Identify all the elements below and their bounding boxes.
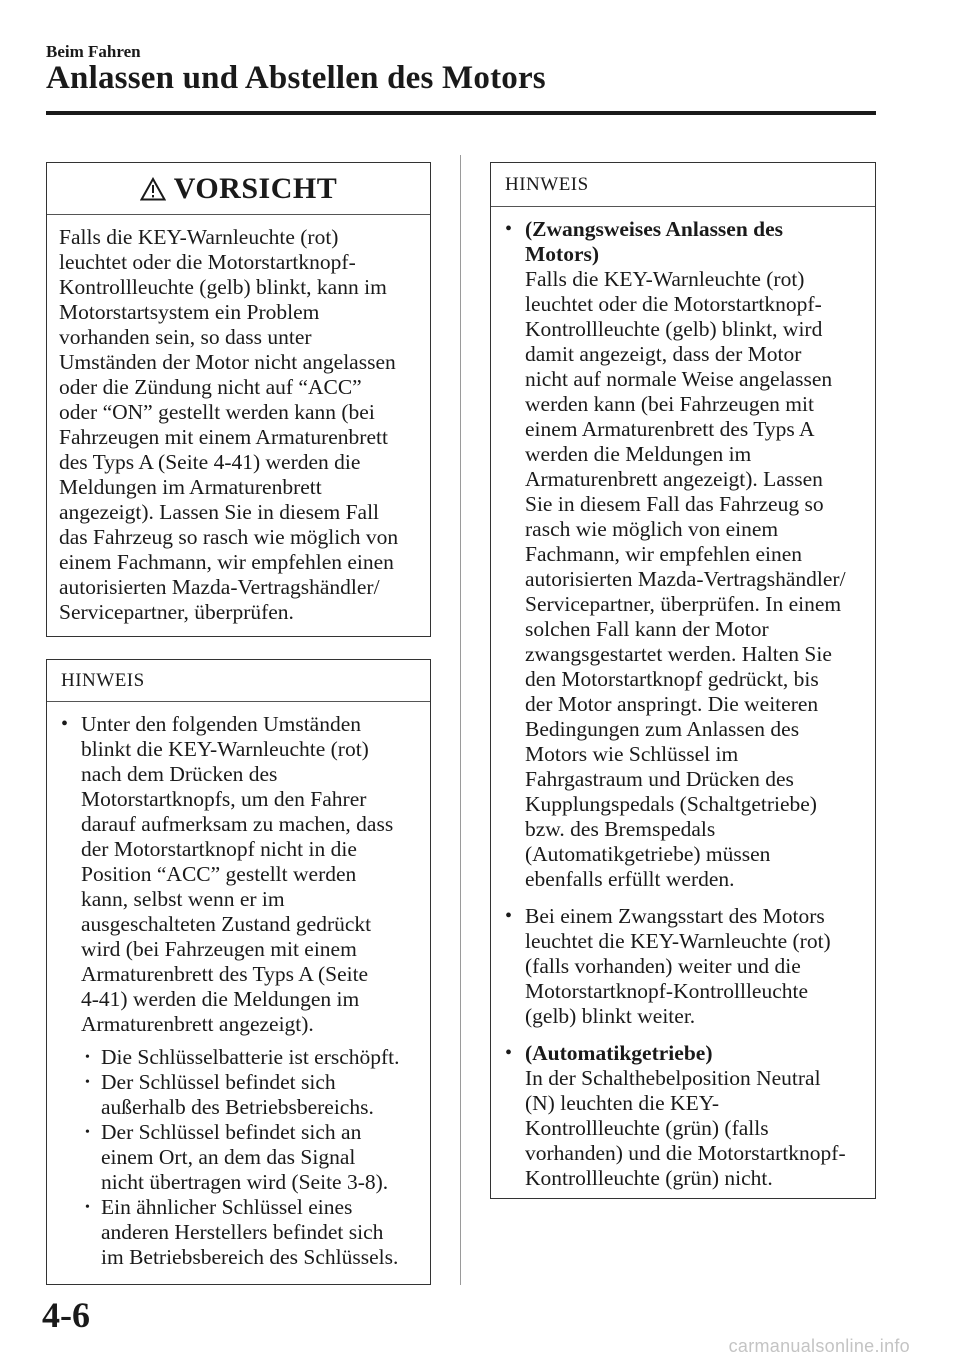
text-line: des Typs A (Seite 4-41) werden die xyxy=(59,450,361,474)
caution-heading: VORSICHT xyxy=(173,171,338,205)
text-line: ausgeschalteten Zustand gedrückt xyxy=(81,912,372,936)
text-line: (Automatikgetriebe) müssen xyxy=(525,842,771,866)
text-line: Position “ACC” gestellt werden xyxy=(81,862,357,886)
text-line: anderen Herstellers befindet sich xyxy=(101,1220,384,1244)
note-header-left xyxy=(47,660,430,702)
text-line: blinkt die KEY-Warnleuchte (rot) xyxy=(81,737,369,761)
section-label: Beim Fahren xyxy=(46,42,141,61)
text-line: Falls die KEY-Warnleuchte (rot) xyxy=(525,267,805,291)
text-line: das Fahrzeug so rasch wie möglich von xyxy=(59,525,399,549)
text-line: leuchtet oder die Motorstartknopf- xyxy=(525,292,822,316)
text-line: Fahrgastraum und Drücken des xyxy=(525,767,794,791)
text-line: oder die Zündung nicht auf “ACC” xyxy=(59,375,362,399)
text-line: • Ein ähnlicher Schlüssel eines xyxy=(101,1195,353,1219)
text-line: Motors wie Schlüssel im xyxy=(525,742,739,766)
sub-list-item xyxy=(83,1070,416,1120)
text-line: Motorstartsystem ein Problem xyxy=(59,300,320,324)
text-line: Kontrollleuchte (gelb) blinkt, kann im xyxy=(59,275,387,299)
text-line: Servicepartner, überprüfen. xyxy=(59,600,294,624)
note-body-left xyxy=(47,702,430,1280)
list-item xyxy=(503,1041,861,1191)
text-line: im Betriebsbereich des Schlüssels. xyxy=(101,1245,399,1269)
note-body-right xyxy=(491,207,875,1201)
text-line: Fachmann, wir empfehlen einen xyxy=(525,542,803,566)
text-line: Kontrollleuchte (gelb) blinkt, wird xyxy=(525,317,823,341)
text-line: werden kann (bei Fahrzeugen mit xyxy=(525,392,814,416)
text-line: leuchtet oder die Motorstartknopf- xyxy=(59,250,356,274)
text-line: nicht auf normale Weise angelassen xyxy=(525,367,833,391)
text-line: (falls vorhanden) weiter und die xyxy=(525,954,801,978)
text-line: vorhanden) und die Motorstartknopf- xyxy=(525,1141,846,1165)
note-heading-right: HINWEIS xyxy=(505,173,589,195)
note-box-right xyxy=(490,162,876,1199)
text-line: Sie in diesem Fall das Fahrzeug so xyxy=(525,492,824,516)
text-line: angezeigt). Lassen Sie in diesem Fall xyxy=(59,500,380,524)
text-line: Kupplungspedals (Schaltgetriebe) xyxy=(525,792,817,816)
text-line: außerhalb des Betriebsbereichs. xyxy=(101,1095,374,1119)
text-line: Meldungen im Armaturenbrett xyxy=(59,475,322,499)
text-line: • Die Schlüsselbatterie ist erschöpft. xyxy=(101,1045,400,1069)
sub-list-item xyxy=(83,1195,416,1270)
page-number: 4-6 xyxy=(42,1295,90,1335)
item-gap xyxy=(503,1029,861,1041)
text-line: rasch wie möglich von einem xyxy=(525,517,779,541)
text-line: Armaturenbrett angezeigt). xyxy=(81,1012,314,1036)
text-line: Armaturenbrett des Typs A (Seite xyxy=(81,962,369,986)
text-line: werden die Meldungen im xyxy=(525,442,752,466)
sub-list-item xyxy=(83,1045,416,1070)
text-line: einem Fachmann, wir empfehlen einen xyxy=(59,550,394,574)
text-line: In der Schalthebelposition Neutral xyxy=(525,1066,821,1090)
text-line: Motorstartknopf-Kontrollleuchte xyxy=(525,979,809,1003)
text-line: autorisierten Mazda-Vertragshändler/ xyxy=(59,575,380,599)
text-line: ebenfalls erfüllt werden. xyxy=(525,867,735,891)
text-line: leuchtet die KEY-Warnleuchte (rot) xyxy=(525,929,831,953)
note-heading-left: HINWEIS xyxy=(61,669,145,691)
text-line: (N) leuchten die KEY- xyxy=(525,1091,720,1115)
text-line: bzw. des Bremspedals xyxy=(525,817,716,841)
page-title: Anlassen und Abstellen des Motors xyxy=(46,60,546,96)
text-line: oder “ON” gestellt werden kann (bei xyxy=(59,400,375,424)
text-line: solchen Fall kann der Motor xyxy=(525,617,769,641)
sub-list xyxy=(83,1045,416,1270)
list-item xyxy=(59,712,416,1037)
text-line: zwangsgestartet werden. Halten Sie xyxy=(525,642,832,666)
text-line: Armaturenbrett angezeigt). Lassen xyxy=(525,467,823,491)
text-line: • (Zwangsweises Anlassen des xyxy=(525,217,784,241)
text-line: • Der Schlüssel befindet sich xyxy=(101,1070,336,1094)
text-line: Servicepartner, überprüfen. In einem xyxy=(525,592,842,616)
text-line: • (Automatikgetriebe) xyxy=(525,1041,713,1065)
text-line: Falls die KEY-Warnleuchte (rot) xyxy=(59,225,339,249)
caution-header xyxy=(47,163,430,215)
title-rule xyxy=(46,111,876,115)
text-line: vorhanden sein, so dass unter xyxy=(59,325,312,349)
item-gap xyxy=(503,892,861,904)
caution-text xyxy=(47,215,430,635)
text-line: Motorstartknopfs, um den Fahrer xyxy=(81,787,367,811)
text-line: nicht übertragen wird (Seite 3-8). xyxy=(101,1170,389,1194)
text-line: 4-41) werden die Meldungen im xyxy=(81,987,360,1011)
text-line: Motors) xyxy=(525,242,600,266)
list-item xyxy=(503,904,861,1029)
text-line: darauf aufmerksam zu machen, dass xyxy=(81,812,394,836)
text-line: wird (bei Fahrzeugen mit einem xyxy=(81,937,357,961)
text-line: den Motorstartknopf gedrückt, bis xyxy=(525,667,819,691)
text-line: der Motorstartknopf nicht in die xyxy=(81,837,357,861)
list-item xyxy=(503,217,861,892)
text-line: einem Armaturenbrett des Typs A xyxy=(525,417,815,441)
warning-triangle-icon xyxy=(140,177,166,201)
watermark: carmanualsonline.info xyxy=(728,1336,910,1356)
text-line: damit angezeigt, dass der Motor xyxy=(525,342,802,366)
column-divider xyxy=(460,155,461,1285)
text-line: • Unter den folgenden Umständen xyxy=(81,712,362,736)
text-line: • Der Schlüssel befindet sich an xyxy=(101,1120,362,1144)
note-header-right xyxy=(491,163,875,207)
note-box-left xyxy=(46,659,431,1285)
text-line: Fahrzeugen mit einem Armaturenbrett xyxy=(59,425,388,449)
text-line: einem Ort, an dem das Signal xyxy=(101,1145,356,1169)
text-line: Kontrollleuchte (grün) (falls xyxy=(525,1116,769,1140)
sub-list-item xyxy=(83,1120,416,1195)
text-line: der Motor anspringt. Die weiteren xyxy=(525,692,819,716)
text-line: autorisierten Mazda-Vertragshändler/ xyxy=(525,567,846,591)
text-line: nach dem Drücken des xyxy=(81,762,278,786)
text-line: (gelb) blinkt weiter. xyxy=(525,1004,696,1028)
text-line: Bedingungen zum Anlassen des xyxy=(525,717,800,741)
text-line: Kontrollleuchte (grün) nicht. xyxy=(525,1166,773,1190)
text-line: Umständen der Motor nicht angelassen xyxy=(59,350,396,374)
caution-box xyxy=(46,162,431,637)
text-line: • Bei einem Zwangsstart des Motors xyxy=(525,904,825,928)
text-line: kann, selbst wenn er im xyxy=(81,887,285,911)
